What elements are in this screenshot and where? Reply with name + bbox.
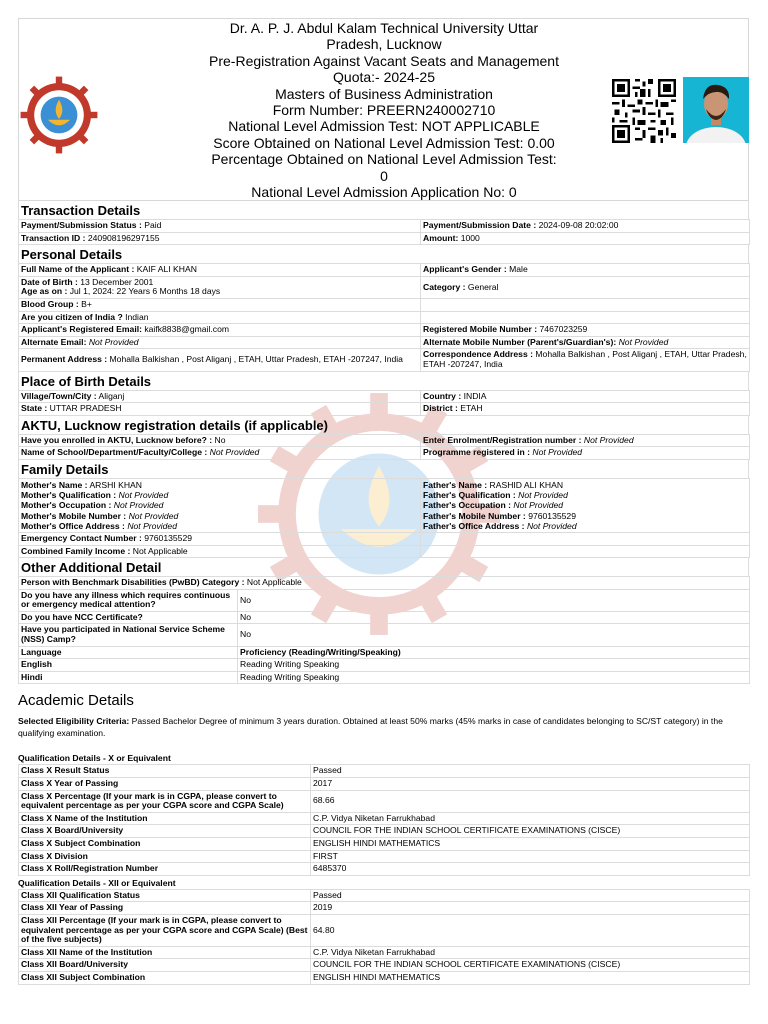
x-qualification-heading: Qualification Details - X or Equivalent [18,753,171,764]
field-value: Not Provided [128,510,179,521]
table-row [19,863,750,876]
field-label: Payment/Submission Status : [21,220,142,230]
field-value: Not Provided [118,490,169,501]
field-value: Mohalla Balkishan , Post Aliganj , ETAH, Uttar Pradesh, ETAH -207247, India [423,349,747,369]
field-label: Father's Mobile Number : [423,510,526,521]
field-value: Indian [125,311,149,322]
table-row [19,349,750,371]
header-line: 0 [380,167,388,184]
table-row [19,959,750,972]
field-value: Not Provided [513,500,564,511]
table-row [19,220,750,233]
field-label: Enter Enrolment/Registration number : [423,434,582,445]
table-row [19,671,750,684]
table-row [19,765,750,778]
table-row [19,825,750,838]
qualification-field-label: Class X Percentage (If your mark is in CGPA, please convert to equivalent percentage as per your CGPA score and CGPA Scale) [19,790,311,812]
field-label: Mother's Office Address : [21,520,125,531]
field-value: Paid [144,220,162,230]
aktu-table [18,434,750,460]
table-row [19,850,750,863]
table-row [19,589,750,611]
xii-qualification-heading: Qualification Details - XII or Equivalent [18,877,176,888]
table-row [19,447,750,460]
header-line: Score Obtained on National Level Admission Test: 0.00 [213,134,555,151]
other-table [18,576,750,684]
qualification-field-label: Class X Roll/Registration Number [19,863,311,876]
xii-rows [19,889,750,984]
university-logo-icon [19,75,99,155]
field-label: Applicant's Gender : [423,264,507,275]
answer-cell: No [238,589,750,611]
header-line: Quota:- 2024-25 [333,69,435,86]
table-row [19,336,750,349]
qualification-field-value: C.P. Vidya Niketan Farrukhabad [311,946,750,959]
header-text-block [169,20,599,200]
field-label: Alternate Mobile Number (Parent's/Guardian's): [423,336,617,347]
qualification-field-value: Passed [311,765,750,778]
field-label: State : [21,403,48,414]
table-row [19,889,750,902]
language-header: Language [19,646,238,659]
table-row [19,914,750,946]
field-label: Father's Name : [423,479,488,490]
proficiency-header: Proficiency (Reading/Writing/Speaking) [238,646,750,659]
field-value: Not Provided [583,434,634,445]
field-label: Combined Family Income : [21,545,131,556]
field-label: Selected Eligibility Criteria: [18,716,130,727]
header-line: Pradesh, Lucknow [326,36,442,53]
header-line: Form Number: PREERN240002710 [272,102,496,119]
field-value: Not Provided [526,520,577,531]
qualification-field-value: 6485370 [311,863,750,876]
table-row [19,478,750,532]
family-table [18,478,750,558]
table-row [19,264,750,277]
table-row [19,532,750,545]
field-value: General [467,281,499,292]
field-value: Not Applicable [132,545,188,556]
field-label: Full Name of the Applicant : [21,264,135,275]
answer-cell: No [238,611,750,624]
field-label: Person with Benchmark Disabilities (PwBD) Category : [21,577,245,588]
applicant-photo [683,77,749,143]
qualification-field-value: Passed [311,889,750,902]
field-label: Father's Office Address : [423,520,525,531]
table-row [19,324,750,337]
table-row [19,545,750,558]
qualification-field-value: C.P. Vidya Niketan Farrukhabad [311,812,750,825]
question-cell: Do you have any illness which requires continuous or emergency medical attention? [19,589,238,611]
header-line: National Level Admission Test: NOT APPLICABLE [228,118,540,135]
qualification-field-label: Class X Subject Combination [19,838,311,851]
field-value: INDIA [463,390,487,401]
qualification-field-value: 2019 [311,902,750,915]
birth-table [18,390,750,416]
table-row [19,902,750,915]
field-value: UTTAR PRADESH [49,403,122,414]
field-value: 240908196297155 [87,232,160,243]
field-value: Not Applicable [246,577,302,588]
field-value: Male [509,264,528,275]
field-value: Not Provided [532,447,583,458]
qualification-field-label: Class X Result Status [19,765,311,778]
field-value: Not Provided [88,336,139,347]
qualification-field-label: Class X Division [19,850,311,863]
field-value: KAIF ALI KHAN [136,264,197,275]
table-row [19,390,750,403]
field-value: 9760135529 [144,532,193,543]
field-label: Registered Mobile Number : [423,324,538,335]
field-value: Not Provided [113,500,164,511]
section-title-aktu: AKTU, Lucknow registration details (if applicable) [18,416,749,434]
qualification-field-value: COUNCIL FOR THE INDIAN SCHOOL CERTIFICATE EXAMINATIONS (CISCE) [311,959,750,972]
x-rows [19,765,750,875]
question-cell: Do you have NCC Certificate? [19,611,238,624]
field-value: 7467023259 [539,324,588,335]
qualification-field-label: Class X Year of Passing [19,778,311,791]
field-label: Correspondence Address : [423,349,533,360]
qualification-field-label: Class X Board/University [19,825,311,838]
qualification-field-label: Class XII Qualification Status [19,889,311,902]
language-cell: English [19,659,238,672]
field-value: ETAH [460,403,483,414]
qualification-field-value: ENGLISH HINDI MATHEMATICS [311,971,750,984]
field-label: Date of Birth : [21,276,78,287]
qualification-field-label: Class X Name of the Institution [19,812,311,825]
field-value: Passed Bachelor Degree of minimum 3 years duration. Obtained at least 50% marks (45% marks in case of candidates belonging to SC/ST category) in the qualifying examination. [18,716,723,738]
xii-qualification-table [18,889,750,985]
table-row [19,659,750,672]
table-row [19,403,750,416]
eligibility-criteria [18,716,749,739]
table-row [19,946,750,959]
table-row [19,434,750,447]
qualification-field-value: 64.80 [311,914,750,946]
section-title-personal: Personal Details [18,245,749,263]
header-line: National Level Admission Application No: 0 [251,184,517,201]
field-value: B+ [81,298,92,309]
field-value: Aliganj [98,390,125,401]
field-label: Blood Group : [21,298,79,309]
field-value: RASHID ALI KHAN [489,479,564,490]
section-title-family: Family Details [18,460,749,478]
qualification-field-value: COUNCIL FOR THE INDIAN SCHOOL CERTIFICATE EXAMINATIONS (CISCE) [311,825,750,838]
table-row [19,812,750,825]
field-value: Mohalla Balkishan , Post Aliganj , ETAH, Uttar Pradesh, ETAH -207247, India [109,354,403,365]
field-value: 9760135529 [528,510,576,521]
answer-cell: No [238,624,750,646]
field-value: 2024-09-08 20:02:00 [538,220,619,230]
qualification-field-label: Class XII Subject Combination [19,971,311,984]
qualification-field-label: Class XII Percentage (If your mark is in CGPA, please convert to equivalent percentage as per your CGPA score and CGPA Scale) (Best of the five subjects) [19,914,311,946]
header-line: Pre-Registration Against Vacant Seats and Management [209,52,559,69]
field-value: 13 December 2001 [80,276,154,287]
qualification-field-label: Class XII Name of the Institution [19,946,311,959]
field-value: Not Provided [618,336,669,347]
section-title-birth: Place of Birth Details [18,372,749,390]
field-label: Country : [423,390,462,401]
field-value: Jul 1, 2024: 22 Years 6 Months 18 days [69,286,221,297]
transaction-table [18,219,750,245]
personal-table [18,263,750,371]
field-label: Emergency Contact Number : [21,532,142,543]
qualification-field-value: FIRST [311,850,750,863]
qr-code-icon [612,79,676,143]
qualification-field-value: 68.66 [311,790,750,812]
field-label: Mother's Mobile Number : [21,510,127,521]
field-label: Are you citizen of India ? [21,311,123,322]
qualification-field-label: Class XII Year of Passing [19,902,311,915]
table-row [19,577,750,590]
field-value: Not Provided [518,490,568,501]
field-label: Name of School/Department/Faculty/College : [21,447,208,458]
table-row [19,624,750,646]
table-row [19,838,750,851]
field-value: 1000 [460,232,480,243]
field-value: Not Provided [209,447,260,458]
field-value: Not Provided [127,520,177,531]
field-label: Programme registered in : [423,447,530,458]
proficiency-cell: Reading Writing Speaking [238,659,750,672]
field-label: Permanent Address : [21,354,108,365]
table-row [19,276,750,298]
field-label: District : [423,403,458,414]
header-line: Percentage Obtained on National Level Admission Test: [211,151,557,168]
field-value: ARSHI KHAN [89,479,142,490]
header-line: Masters of Business Administration [275,85,493,102]
field-label: Age as on : [21,286,68,297]
field-label: Mother's Name : [21,479,88,490]
field-label: Village/Town/City : [21,390,97,401]
header-line: Dr. A. P. J. Abdul Kalam Technical University Uttar [229,20,539,36]
table-row [19,646,750,659]
table-row [19,298,750,311]
field-label: Payment/Submission Date : [423,220,537,230]
field-label: Father's Occupation : [423,500,511,511]
section-title-transaction: Transaction Details [18,201,749,219]
section-title-academic: Academic Details [18,692,134,710]
field-label: Father's Qualification : [423,490,516,501]
table-row [19,311,750,324]
field-label: Mother's Qualification : [21,490,117,501]
field-label: Transaction ID : [21,232,86,243]
field-label: Alternate Email: [21,336,87,347]
qualification-field-value: 2017 [311,778,750,791]
qualification-field-value: ENGLISH HINDI MATHEMATICS [311,838,750,851]
question-cell: Have you participated in National Service Scheme (NSS) Camp? [19,624,238,646]
field-label: Have you enrolled in AKTU, Lucknow before? : [21,434,213,445]
proficiency-cell: Reading Writing Speaking [238,671,750,684]
field-label: Amount: [423,232,459,243]
field-label: Applicant's Registered Email: [21,324,142,335]
table-row [19,971,750,984]
field-value: No [214,434,226,445]
table-row [19,611,750,624]
field-label: Category : [423,281,466,292]
section-title-other: Other Additional Detail [18,558,749,576]
language-cell: Hindi [19,671,238,684]
field-label: Mother's Occupation : [21,500,112,511]
table-row [19,790,750,812]
table-row [19,778,750,791]
x-qualification-table [18,764,750,875]
field-value: kaifk8838@gmail.com [144,324,230,335]
qualification-field-label: Class XII Board/University [19,959,311,972]
table-row [19,232,750,245]
form-header [18,18,749,201]
